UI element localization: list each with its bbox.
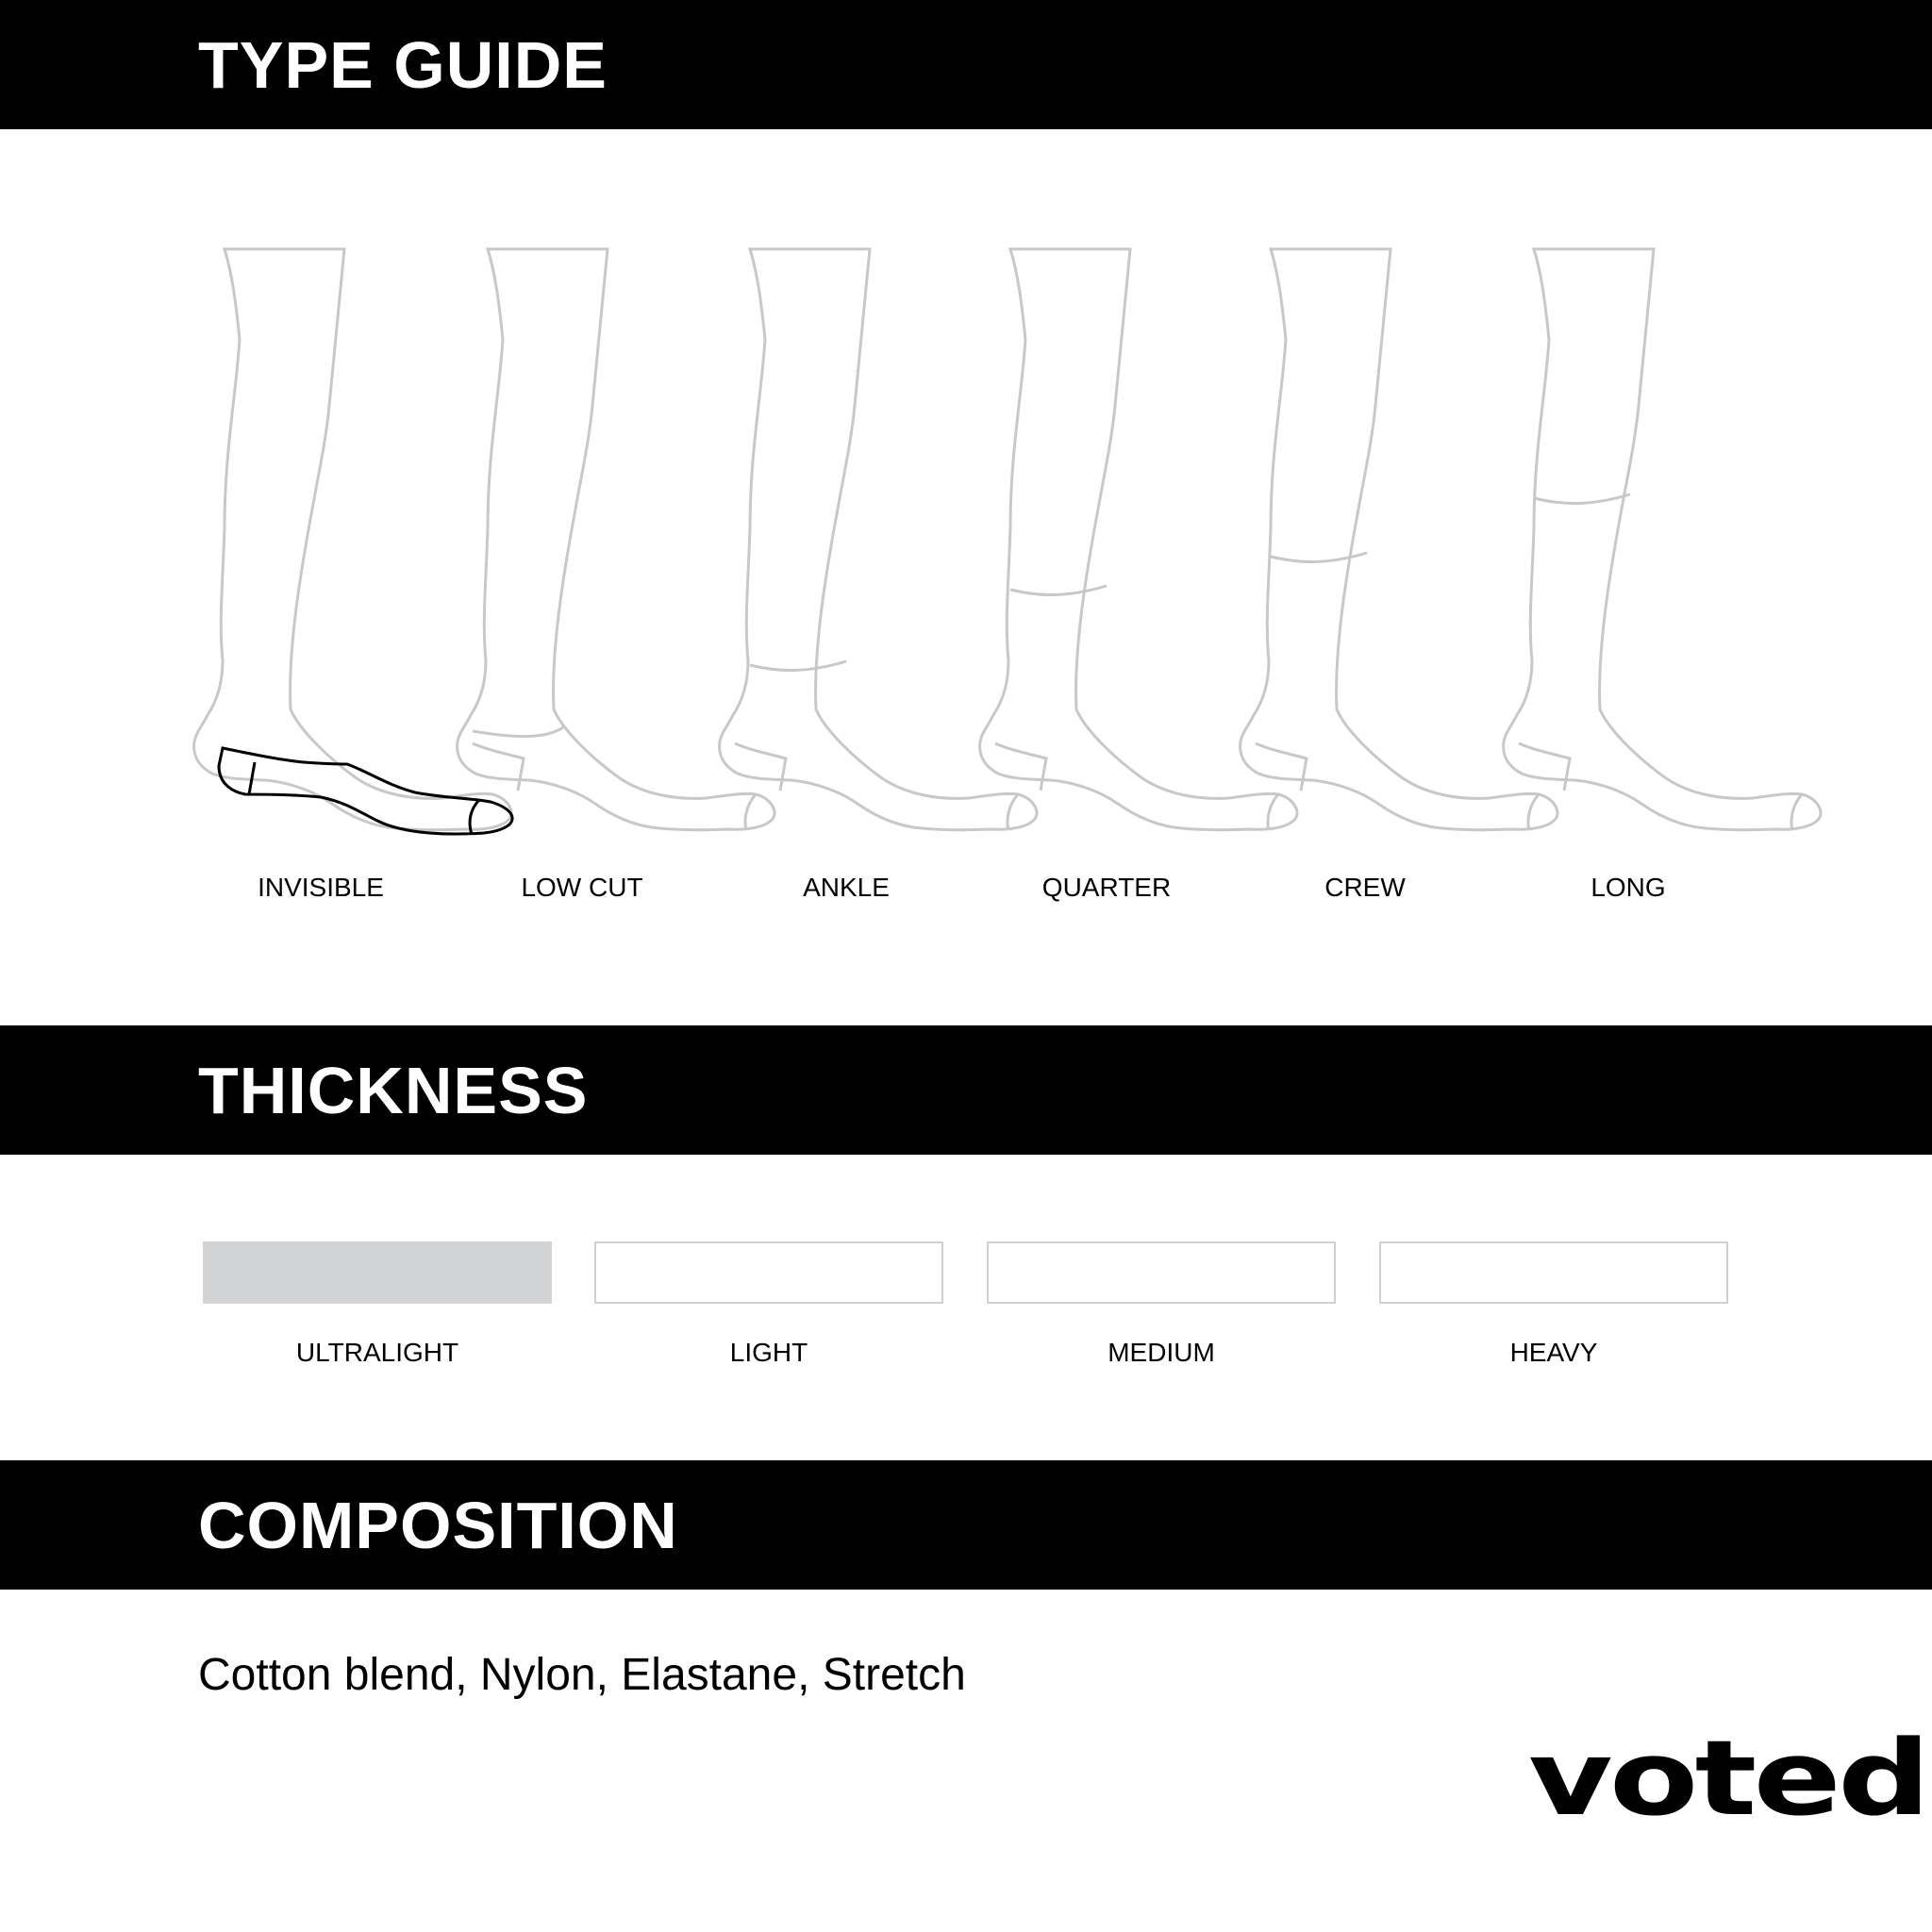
leg-outline <box>1504 249 1821 830</box>
sock-shape <box>1256 743 1539 830</box>
thickness-title: THICKNESS <box>198 1054 589 1127</box>
sock-cuff-line <box>1534 494 1630 504</box>
leg-illustration-low-cut <box>458 249 774 830</box>
thickness-header <box>0 1025 1932 1155</box>
thickness-option-medium[interactable] <box>987 1241 1336 1304</box>
leg-outline <box>194 249 511 830</box>
sock-shape <box>1519 743 1802 830</box>
thickness-label-ultralight: ULTRALIGHT <box>295 1338 459 1367</box>
leg-outline <box>720 249 1037 830</box>
thickness-option-ultralight[interactable] <box>203 1241 552 1304</box>
composition-header <box>0 1460 1932 1590</box>
sock-cuff-line <box>473 727 563 737</box>
composition-text: Cotton blend, Nylon, Elastane, Stretch <box>198 1650 966 1700</box>
sock-cuff-line <box>1010 586 1107 595</box>
sock-type-label-invisible[interactable]: INVISIBLE <box>258 873 384 902</box>
sock-shape <box>473 743 756 830</box>
sock-type-label-low-cut[interactable]: LOW CUT <box>521 873 643 902</box>
thickness-label-light: LIGHT <box>729 1338 808 1367</box>
leg-illustration-quarter <box>980 249 1297 830</box>
thickness-label-heavy: HEAVY <box>1509 1338 1598 1367</box>
thickness-option-light[interactable] <box>594 1241 943 1304</box>
leg-outline <box>980 249 1297 830</box>
sock-type-label-quarter[interactable]: QUARTER <box>1041 873 1172 902</box>
sock-shape <box>735 743 1018 830</box>
leg-illustration-long <box>1504 249 1821 830</box>
leg-outline <box>1241 249 1557 830</box>
leg-illustration-ankle <box>720 249 1037 830</box>
type-guide-title: TYPE GUIDE <box>198 28 608 102</box>
sock-type-illustrations <box>0 0 1932 943</box>
thickness-label-medium: MEDIUM <box>1108 1338 1215 1367</box>
leg-outline <box>458 249 774 830</box>
sock-shape <box>995 743 1278 830</box>
sock-type-label-crew[interactable]: CREW <box>1324 873 1406 902</box>
thickness-option-heavy[interactable] <box>1379 1241 1728 1304</box>
sock-type-label-ankle[interactable]: ANKLE <box>803 873 890 902</box>
sock-type-label-long[interactable]: LONG <box>1591 873 1666 902</box>
brand-logo: voted <box>1528 1718 1927 1839</box>
sock-cuff-line <box>750 661 846 671</box>
leg-illustration-invisible <box>194 249 512 834</box>
sock-cuff-line <box>1271 553 1367 562</box>
composition-title: COMPOSITION <box>198 1489 678 1562</box>
leg-illustration-crew <box>1241 249 1557 830</box>
